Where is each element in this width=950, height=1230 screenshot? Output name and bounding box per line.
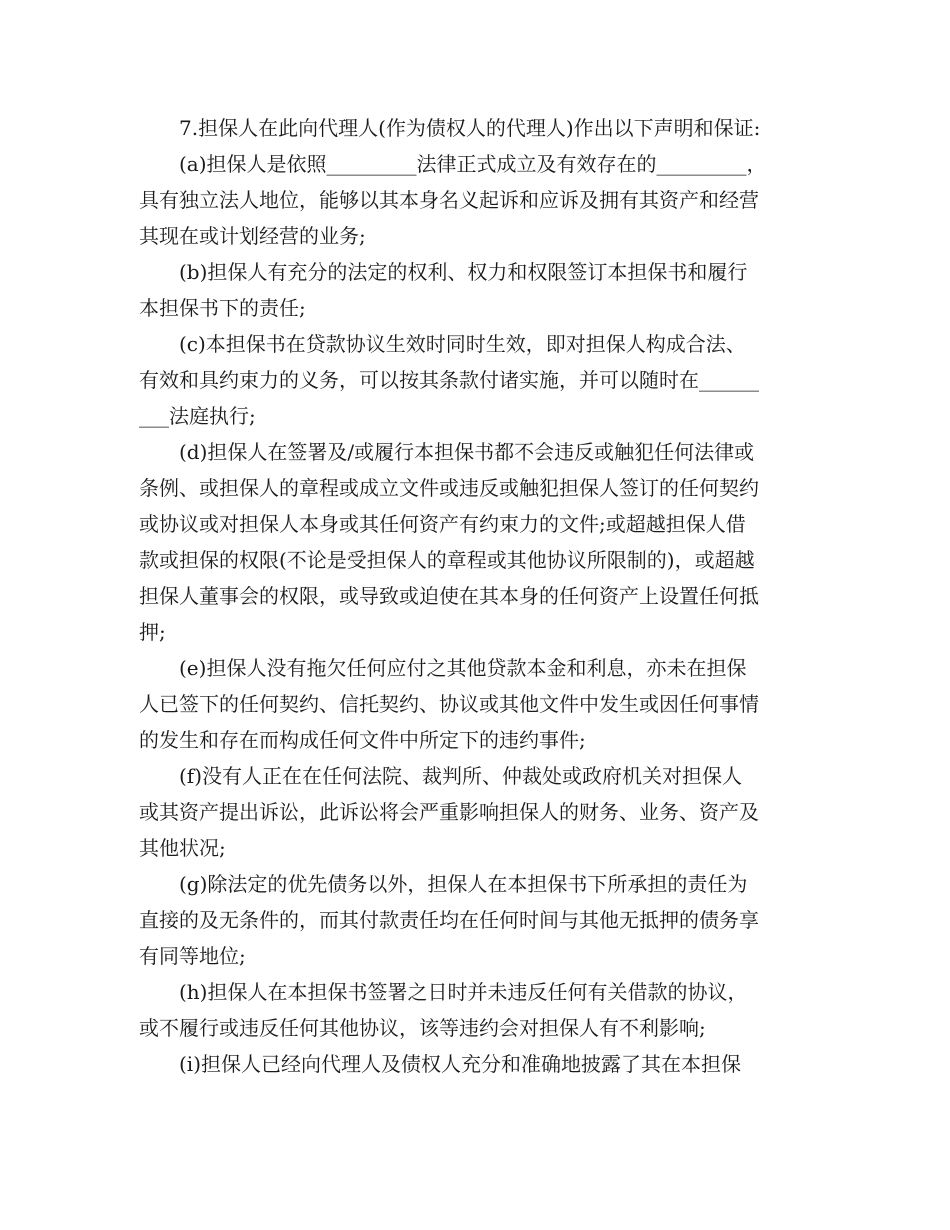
text-line: (a)担保人是依照_________法律正式成立及有效存在的_________， <box>179 152 767 176</box>
text-line: 有效和具约束力的义务，可以按其条款付诸实施，并可以随时在______ <box>139 368 759 392</box>
text-line: 人已签下的任何契约、信托契约、协议或其他文件中发生或因任何事情 <box>139 692 759 716</box>
text-line: 款或担保的权限(不论是受担保人的章程或其他协议所限制的)，或超越 <box>139 548 755 572</box>
text-line: 其现在或计划经营的业务; <box>139 224 366 248</box>
text-line: 其他状况; <box>139 836 226 860</box>
text-line: (c)本担保书在贷款协议生效时同时生效，即对担保人构成合法、 <box>179 332 746 356</box>
text-line: (d)担保人在签署及/或履行本担保书都不会违反或触犯任何法律或 <box>179 440 755 464</box>
text-line: 7.担保人在此向代理人(作为债权人的代理人)作出以下声明和保证: <box>179 116 761 140</box>
text-line: (b)担保人有充分的法定的权利、权力和权限签订本担保书和履行 <box>179 260 748 284</box>
text-line: (g)除法定的优先债务以外，担保人在本担保书下所承担的责任为 <box>179 872 748 896</box>
text-line: 有同等地位; <box>139 944 246 968</box>
text-line: 担保人董事会的权限，或导致或迫使在其本身的任何资产上设置任何抵 <box>139 584 759 608</box>
text-line: (h)担保人在本担保书签署之日时并未违反任何有关借款的协议， <box>179 980 748 1004</box>
text-line: 或其资产提出诉讼，此诉讼将会严重影响担保人的财务、业务、资产及 <box>139 800 759 824</box>
text-line: 押; <box>139 620 166 644</box>
text-line: 直接的及无条件的，而其付款责任均在任何时间与其他无抵押的债务享 <box>139 908 759 932</box>
text-line: 本担保书下的责任; <box>139 296 306 320</box>
text-line: (i)担保人已经向代理人及债权人充分和准确地披露了其在本担保 <box>179 1052 742 1076</box>
text-line: 条例、或担保人的章程或成立文件或违反或触犯担保人签订的任何契约 <box>139 476 759 500</box>
text-line: 或不履行或违反任何其他协议，该等违约会对担保人有不利影响; <box>139 1016 706 1040</box>
text-line: ___法庭执行; <box>139 404 256 428</box>
text-line: (f)没有人正在在任何法院、裁判所、仲裁处或政府机关对担保人 <box>179 764 743 788</box>
text-line: 或协议或对担保人本身或其任何资产有约束力的文件;或超越担保人借 <box>139 512 746 536</box>
text-line: 具有独立法人地位，能够以其本身名义起诉和应诉及拥有其资产和经营 <box>139 188 759 212</box>
text-line: (e)担保人没有拖欠任何应付之其他贷款本金和利息，亦未在担保 <box>179 656 747 680</box>
text-line: 的发生和存在而构成任何文件中所定下的违约事件; <box>139 728 586 752</box>
